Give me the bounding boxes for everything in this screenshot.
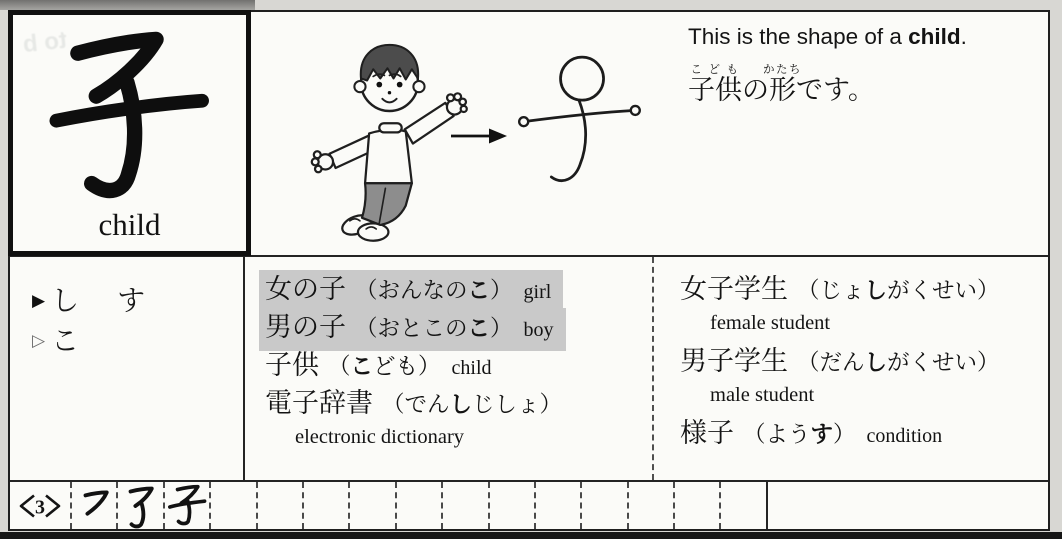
vocab-entry: 男子学生 （だんしがくせい） (680, 346, 1000, 376)
kanji-box (8, 10, 251, 256)
vocab-entry: 子供 （こども） child (265, 350, 492, 380)
shape-explanation (688, 24, 1048, 116)
vocab-entry: 女子学生 （じょしがくせい） (680, 274, 1000, 304)
stroke-count-badge (10, 482, 70, 529)
readings-column (10, 257, 245, 480)
practice-cell (441, 482, 487, 529)
scan-shadow-top (0, 0, 255, 10)
main-kanji (35, 21, 225, 205)
vocab-entry: 電子辞書 （でんしじしょ） (265, 388, 563, 418)
vocab-highlight: 女の子 （おんなのこ） girl (259, 270, 563, 313)
practice-cell (534, 482, 580, 529)
practice-cell (209, 482, 255, 529)
practice-cell (719, 482, 765, 529)
onyomi-row (32, 279, 243, 319)
kanji-intro-row (10, 12, 1048, 255)
kunyomi-row (32, 319, 243, 359)
kanji-meaning: child (98, 207, 161, 242)
vocab-gloss: male student (710, 384, 815, 406)
scan-shadow-bottom (0, 532, 1062, 539)
kunyomi-kana: こ (51, 325, 80, 356)
vocab-entry (265, 270, 652, 308)
vocab-entry (265, 308, 652, 346)
vocab-gloss: female student (710, 312, 831, 334)
kanji-entry-table (8, 10, 1050, 531)
readings-vocab-row (10, 255, 1048, 480)
onyomi-kana: し (51, 285, 80, 316)
onyomi-marker-icon: ▶ (32, 291, 46, 310)
stroke-order-row (10, 480, 1048, 529)
practice-cell (348, 482, 394, 529)
page-bleed-text: to b (21, 26, 69, 59)
svg-text:3: 3 (35, 496, 45, 518)
vocab-list-center (247, 257, 652, 480)
practice-cell (627, 482, 673, 529)
practice-cell (488, 482, 534, 529)
pictograph-illustration (516, 50, 644, 222)
vocab-entry: 様子 （ようす） condition (680, 418, 943, 448)
practice-cell (256, 482, 302, 529)
vocab-gloss: electronic dictionary (295, 426, 465, 448)
practice-cell (302, 482, 348, 529)
stroke-step-cell (163, 482, 209, 529)
vocab-list-right (652, 257, 1048, 480)
vocab-highlight: 男の子 （おとこのこ） boy (259, 308, 566, 351)
practice-cell (580, 482, 626, 529)
stroke-step-cell (116, 482, 162, 529)
shape-explanation-en: This is the shape of a child. (688, 24, 967, 49)
stroke-step-cell (70, 482, 116, 529)
kunyomi-marker-icon: ▷ (32, 331, 46, 350)
shape-explanation-jp: 子供こどもの形かたちです。 (688, 64, 875, 105)
arrow-icon (448, 124, 510, 148)
onyomi-kana: す (117, 285, 146, 316)
practice-cell (673, 482, 719, 529)
practice-cell (395, 482, 441, 529)
practice-area-wide (766, 482, 1048, 529)
